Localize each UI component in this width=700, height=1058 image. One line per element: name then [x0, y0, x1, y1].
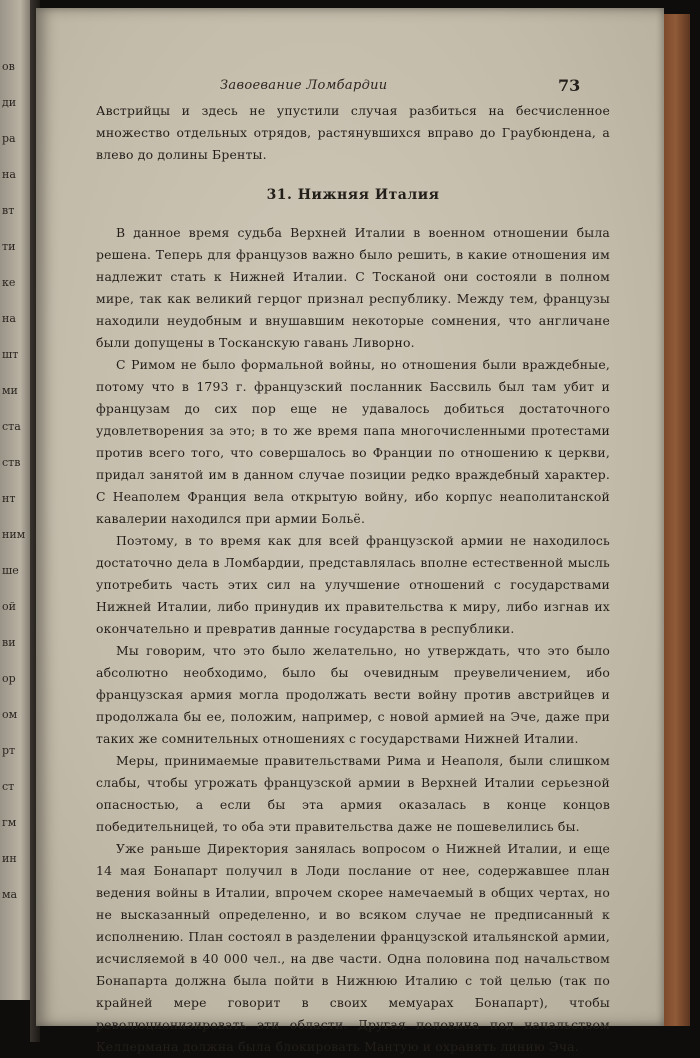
left-page-edge	[0, 0, 34, 1000]
left-page-text-fragment: ди	[2, 96, 17, 109]
left-page-text-fragment: ма	[2, 888, 18, 901]
left-page-text-fragment: ств	[2, 456, 21, 469]
page-number: 73	[558, 76, 581, 95]
left-page-text-fragment: ми	[2, 384, 18, 397]
section-title: 31. Нижняя Италия	[266, 187, 440, 203]
left-page-text-fragment: на	[2, 312, 16, 325]
left-page-text-fragment: ви	[2, 636, 16, 649]
left-page-text-fragment: ор	[2, 672, 16, 685]
paragraph: Мы говорим, что это было желательно, но утверждать, что это было абсолютно необходимо, было бы очевидным преувеличением, ибо французская армия могла продолжать вести войну против австрийцев и продолжала бы ее, положим, например, с новой армией на Эче, даже при таких же сомнительных отношениях с государствами Нижней Италии.	[96, 643, 610, 746]
left-page-text-fragment: ти	[2, 240, 16, 253]
left-page-text-fragment: шт	[2, 348, 19, 361]
book-page	[36, 8, 664, 1054]
left-page-text-fragment: ше	[2, 564, 19, 577]
left-page-text-fragment: гм	[2, 816, 17, 829]
left-page-text-fragment: ста	[2, 420, 21, 433]
left-page-text-fragment: ин	[2, 852, 17, 865]
paragraph: Уже раньше Директория занялась вопросом о Нижней Италии, и еще 14 мая Бонапарт получил в Лоди послание от нее, содержавшее план ведения войны в Италии, впрочем скорее намечаемый в общих чертах, но не высказанный определенно, и во всяком случае не предписанный к исполнению. План состоял в разделении французской итальянской армии, исчисляемой в 40 000 чел., на две части. Одна половина под начальством Бонапарта должна была пойти в Нижнюю Италию с той целью (так по крайней мере говорит в своих мемуарах Бонапарт), чтобы революционизировать эти области. Другая половина под начальством Келлермана должна была блокировать Мантую и охранять линию Эча.	[96, 841, 610, 1054]
left-page-text-fragment: нт	[2, 492, 16, 505]
left-page-text-fragment: ом	[2, 708, 18, 721]
paragraph: Поэтому, в то время как для всей французской армии не находилось достаточно дела в Ломбардии, представлялась вполне естественной мысль употребить часть этих сил на улучшение отношений с государствами Нижней Италии, либо принудив их правительства к миру, либо изгнав их окончательно и превратив данные государства в республики.	[96, 533, 610, 636]
left-page-text-fragment: вт	[2, 204, 15, 217]
left-page-text-fragment: ним	[2, 528, 26, 541]
left-page-text-fragment: ке	[2, 276, 16, 289]
opening-paragraph: Австрийцы и здесь не упустили случая разбиться на бесчисленное множество отдельных отрядов, растянувшихся вправо до Граубюндена, а влево до долины Бренты.	[96, 103, 610, 162]
page-block-edge	[664, 14, 690, 1026]
paragraph: С Римом не было формальной войны, но отношения были враждебные, потому что в 1793 г. французский посланник Бассвиль был там убит и французам до сих пор еще не удавалось добиться достаточного удовлетворения за это; в то же время папа многочисленными протестами против всего того, что совершалось во Франции по отношению к церкви, придал занятой им в данном случае позиции редко враждебный характер. С Неаполем Франция вела открытую войну, ибо корпус неаполитанской кавалерии находился при армии Больё.	[96, 357, 610, 526]
left-page-text-fragment: рт	[2, 744, 16, 757]
running-head: Завоевание Ломбардии	[220, 78, 388, 93]
left-page-text-fragment: на	[2, 168, 16, 181]
left-page-text-fragment: ой	[2, 600, 16, 613]
paragraph: В данное время судьба Верхней Италии в военном отношении была решена. Теперь для французов важно было решить, в какие отношения им надлежит стать к Нижней Италии. С Тосканой они состояли в полном мире, так как великий герцог признал республику. Между тем, французы находили неудобным и внушавшим некоторые сомнения, что англичане были допущены в Тосканскую гавань Ливорно.	[96, 225, 610, 350]
left-page-text-fragment: ст	[2, 780, 15, 793]
left-page-text-fragment: ов	[2, 60, 15, 73]
left-page-text-fragment: ра	[2, 132, 16, 145]
paragraph: Меры, принимаемые правительствами Рима и Неаполя, были слишком слабы, чтобы угрожать французской армии в Верхней Италии серьезной опасностью, а если бы эта армия оказалась в конце концов победительницей, то оба эти правительства даже не пошевелились бы.	[96, 753, 610, 834]
page-text	[96, 100, 610, 1058]
